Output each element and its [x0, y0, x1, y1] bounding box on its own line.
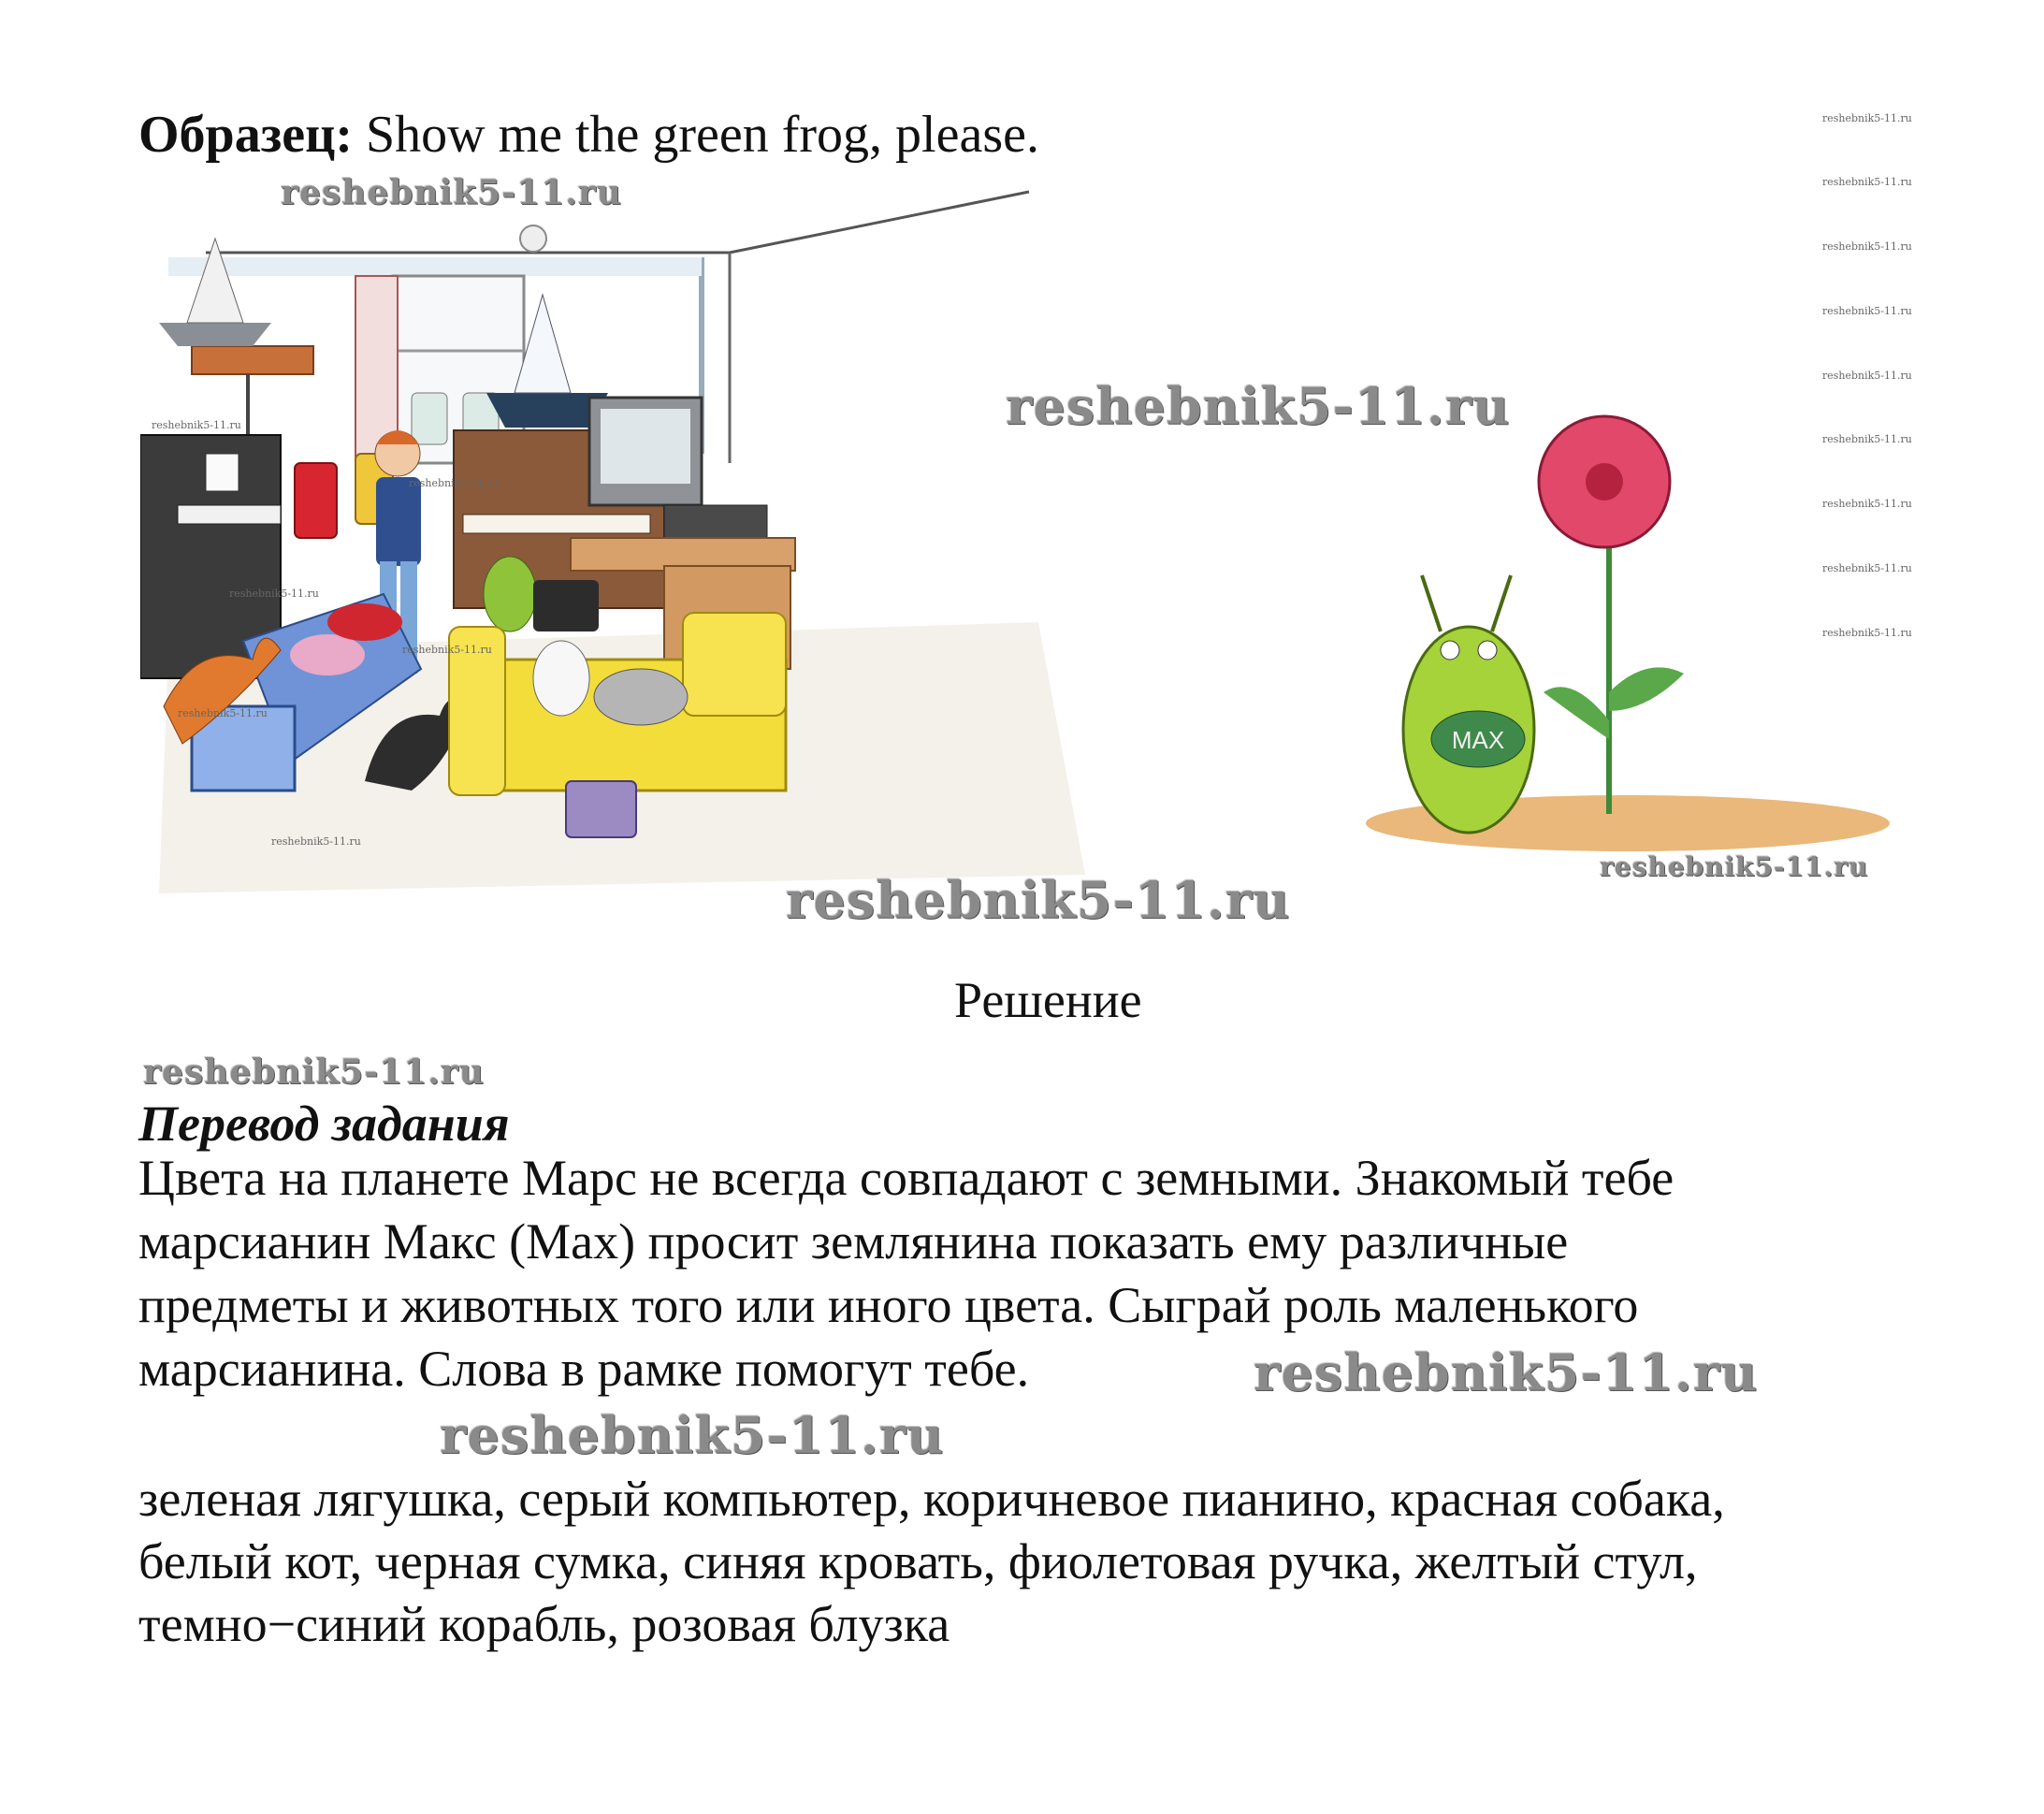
flower-leaf — [1544, 687, 1609, 739]
word-list-line: темно−синий корабль, розовая блузка — [138, 1596, 950, 1652]
watermark-small: reshebnik5-11.ru — [1822, 176, 1912, 188]
martian-eye — [1441, 641, 1459, 660]
martian-antenna — [1422, 575, 1441, 631]
watermark-small: reshebnik5-11.ru — [1822, 498, 1912, 510]
watermark: reshebnik5-11.ru — [440, 1405, 945, 1465]
word-list-line: белый кот, черная сумка, синяя кровать, фиолетовая ручка, желтый стул, — [138, 1533, 1698, 1589]
task-line: марсианина. Слова в рамке помогут тебе. — [138, 1341, 1030, 1397]
flower-center — [1586, 463, 1623, 501]
watermark-small: reshebnik5-11.ru — [1822, 305, 1912, 317]
green-frog — [484, 557, 536, 631]
watermark-small: reshebnik5-11.ru — [402, 644, 492, 656]
flower-leaf — [1609, 667, 1684, 711]
white-cat — [533, 641, 589, 716]
martian-badge-label: MAX — [1451, 726, 1505, 754]
red-chair — [295, 463, 337, 538]
grey-cat — [594, 669, 688, 725]
sample-text: Show me the green frog, please. — [352, 106, 1039, 164]
ceiling-lamp — [520, 225, 546, 252]
watermark: reshebnik5-11.ru — [143, 1052, 485, 1092]
watermark-small: reshebnik5-11.ru — [1822, 240, 1912, 253]
watermark: reshebnik5-11.ru — [1254, 1342, 1759, 1402]
watermark: reshebnik5-11.ru — [786, 870, 1291, 930]
solution-title: Решение — [954, 972, 1142, 1028]
watermark: reshebnik5-11.ru — [1006, 376, 1511, 436]
task-line: марсианин Макс (Max) просит землянина показать ему различные — [138, 1213, 1569, 1270]
watermark: reshebnik5-11.ru — [1600, 851, 1869, 882]
black-bag — [533, 580, 599, 631]
martian-antenna — [1492, 575, 1511, 631]
watermark-small: reshebnik5-11.ru — [1822, 627, 1912, 639]
sample-label: Образец: — [138, 106, 353, 164]
watermark-small: reshebnik5-11.ru — [271, 835, 361, 848]
watermark-small: reshebnik5-11.ru — [178, 707, 268, 719]
watermark-small: reshebnik5-11.ru — [1822, 433, 1912, 445]
task-heading: Перевод задания — [138, 1096, 510, 1152]
martian-eye — [1478, 641, 1497, 660]
martian-max-illustration — [1328, 412, 1890, 861]
task-line: Цвета на планете Марс не всегда совпадают с земными. Знакомый тебе — [138, 1150, 1674, 1206]
watermark-small: reshebnik5-11.ru — [1822, 370, 1912, 382]
watermark-small: reshebnik5-11.ru — [409, 477, 499, 489]
watermark-small: reshebnik5-11.ru — [152, 419, 241, 431]
watermark-small: reshebnik5-11.ru — [1822, 112, 1912, 124]
watermark: reshebnik5-11.ru — [281, 173, 622, 212]
sample-sentence — [138, 105, 1039, 165]
room-illustration — [140, 182, 1094, 903]
word-list-line: зеленая лягушка, серый компьютер, коричневое пианино, красная собака, — [138, 1471, 1725, 1527]
watermark-small: reshebnik5-11.ru — [229, 588, 319, 600]
watermark-small: reshebnik5-11.ru — [1822, 562, 1912, 574]
purple-bag — [566, 781, 636, 837]
task-line: предметы и животных того или иного цвета. Сыграй роль маленького — [138, 1277, 1639, 1333]
